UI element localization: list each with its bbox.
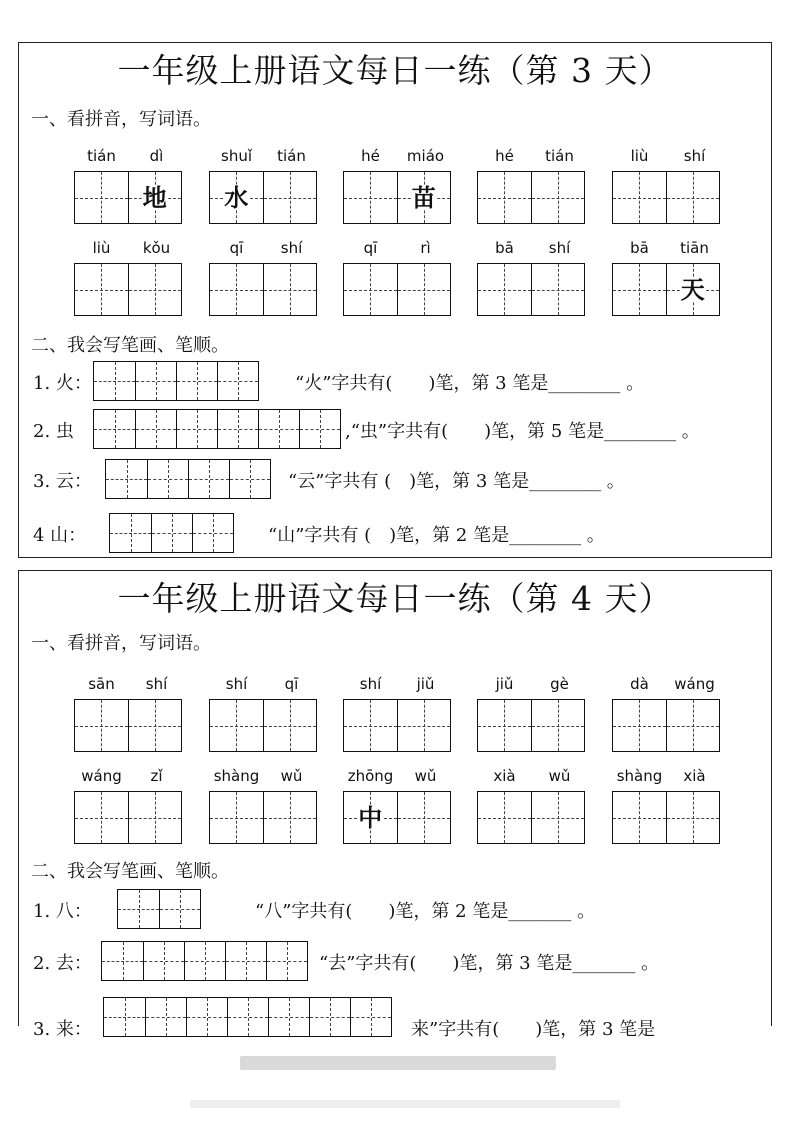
grid-char: 中 (358, 803, 383, 832)
writing-grid[interactable] (209, 171, 317, 224)
word-item (343, 147, 453, 224)
word-item (209, 239, 319, 316)
pinyin-2: miáo (406, 147, 445, 165)
pinyin-1: sān (88, 675, 115, 693)
pinyin-1: tián (87, 147, 116, 165)
stroke-question (33, 513, 753, 555)
pinyin-2: gè (550, 675, 569, 693)
pinyin-2: wǔ (414, 767, 437, 785)
question-text: “去”字共有( )笔，第 3 笔是_______ 。 (319, 953, 660, 974)
section-pinyin-heading: 一、看拼音，写词语。 (31, 633, 211, 654)
writing-grid[interactable] (209, 791, 317, 844)
stroke-question (33, 941, 753, 983)
question-label: 3. 云： (33, 471, 92, 492)
question-text: “云”字共有 ( )笔，第 3 笔是________ 。 (288, 471, 625, 492)
pinyin-2: shí (548, 239, 571, 257)
pinyin-1: hé (361, 147, 380, 165)
stroke-grid[interactable] (93, 409, 341, 449)
word-item (209, 147, 319, 224)
stroke-grid[interactable] (117, 889, 201, 929)
writing-grid[interactable] (343, 699, 451, 752)
pinyin-1: qī (229, 239, 244, 257)
stroke-grid[interactable] (93, 361, 259, 401)
stroke-question (33, 889, 753, 931)
pinyin-2: shí (683, 147, 706, 165)
word-item (477, 675, 587, 752)
worksheet-title: 一年级上册语文每日一练（第 3 天） (117, 51, 673, 90)
pinyin-1: shàng (616, 767, 663, 785)
pinyin-2: wáng (674, 675, 715, 693)
question-label: 1. 火： (33, 373, 92, 394)
grid-char: 地 (142, 183, 167, 212)
writing-grid[interactable] (477, 171, 585, 224)
writing-grid[interactable] (612, 171, 720, 224)
pinyin-2: tián (545, 147, 574, 165)
word-item (612, 239, 722, 316)
section-stroke-heading: 二、我会写笔画、笔顺。 (31, 335, 229, 356)
writing-grid[interactable] (209, 699, 317, 752)
pinyin-1: shuǐ (221, 147, 252, 165)
writing-grid[interactable] (343, 171, 451, 224)
stroke-question (33, 459, 753, 501)
pinyin-1: zhōng (347, 767, 394, 785)
question-text: 来”字共有( )笔，第 3 笔是 (411, 1019, 656, 1040)
writing-grid[interactable] (477, 699, 585, 752)
writing-grid[interactable] (209, 263, 317, 316)
pinyin-1: shí (225, 675, 248, 693)
pinyin-2: dì (149, 147, 164, 165)
pinyin-1: xià (493, 767, 516, 785)
writing-grid[interactable] (343, 791, 451, 844)
word-item (74, 767, 184, 844)
section-stroke-heading: 二、我会写笔画、笔顺。 (31, 861, 229, 882)
stroke-question (33, 361, 753, 403)
word-item (477, 767, 587, 844)
question-label: 2. 虫 (33, 421, 74, 442)
word-item (343, 675, 453, 752)
worksheet-day-3 (18, 42, 772, 558)
question-text: ,“虫”字共有( )笔，第 5 笔是________ 。 (345, 421, 700, 442)
grid-char: 苗 (411, 183, 436, 212)
writing-grid[interactable] (477, 791, 585, 844)
question-label: 4 山： (33, 525, 87, 546)
pinyin-2: kǒu (142, 239, 171, 257)
word-item (612, 147, 722, 224)
pinyin-1: liù (630, 147, 649, 165)
question-label: 1. 八： (33, 901, 92, 922)
writing-grid[interactable] (74, 791, 182, 844)
writing-grid[interactable] (74, 263, 182, 316)
pinyin-1: bā (495, 239, 514, 257)
pinyin-2: qī (284, 675, 299, 693)
writing-grid[interactable] (612, 791, 720, 844)
pinyin-1: qī (363, 239, 378, 257)
stroke-grid[interactable] (109, 513, 234, 553)
word-item (209, 767, 319, 844)
pinyin-2: shí (280, 239, 303, 257)
writing-grid[interactable] (343, 263, 451, 316)
word-item (477, 147, 587, 224)
word-item (343, 239, 453, 316)
stroke-grid[interactable] (101, 941, 308, 981)
pinyin-2: shí (145, 675, 168, 693)
blurred-watermark (240, 1056, 556, 1070)
word-item (209, 675, 319, 752)
pinyin-1: hé (495, 147, 514, 165)
pinyin-2: zǐ (150, 767, 163, 785)
question-label: 2. 去： (33, 953, 92, 974)
question-text: “山”字共有 ( )笔，第 2 笔是________ 。 (268, 525, 605, 546)
question-label: 3. 来： (33, 1019, 92, 1040)
stroke-question (33, 997, 753, 1040)
word-item (74, 147, 184, 224)
word-item (477, 239, 587, 316)
grid-char: 水 (224, 183, 249, 212)
pinyin-2: xià (683, 767, 706, 785)
pinyin-1: wáng (81, 767, 122, 785)
section-pinyin-heading: 一、看拼音，写词语。 (31, 109, 211, 130)
pinyin-2: jiǔ (416, 675, 435, 693)
pinyin-2: wǔ (548, 767, 571, 785)
grid-char: 天 (680, 275, 705, 304)
stroke-question (33, 409, 773, 451)
word-item (612, 767, 722, 844)
writing-grid[interactable] (74, 171, 182, 224)
pinyin-2: wǔ (280, 767, 303, 785)
writing-grid[interactable] (477, 263, 585, 316)
question-text: “八”字共有( )笔，第 2 笔是_______ 。 (255, 901, 596, 922)
word-item (612, 675, 722, 752)
word-item (74, 239, 184, 316)
stroke-grid[interactable] (103, 997, 392, 1037)
writing-grid[interactable] (74, 699, 182, 752)
pinyin-2: tiān (680, 239, 709, 257)
word-item (74, 675, 184, 752)
question-text: “火”字共有( )笔，第 3 笔是________ 。 (295, 373, 645, 394)
stroke-grid[interactable] (105, 459, 271, 499)
pinyin-1: bā (630, 239, 649, 257)
writing-grid[interactable] (612, 263, 720, 316)
pinyin-1: shàng (213, 767, 260, 785)
blurred-watermark (190, 1100, 620, 1108)
pinyin-1: liù (92, 239, 111, 257)
word-item (343, 767, 453, 844)
worksheet-day-4 (18, 570, 772, 1040)
pinyin-1: shí (359, 675, 382, 693)
pinyin-1: dà (630, 675, 649, 693)
writing-grid[interactable] (612, 699, 720, 752)
pinyin-1: jiǔ (495, 675, 514, 693)
worksheet-title: 一年级上册语文每日一练（第 4 天） (117, 579, 673, 618)
pinyin-2: rì (420, 239, 431, 257)
pinyin-2: tián (277, 147, 306, 165)
